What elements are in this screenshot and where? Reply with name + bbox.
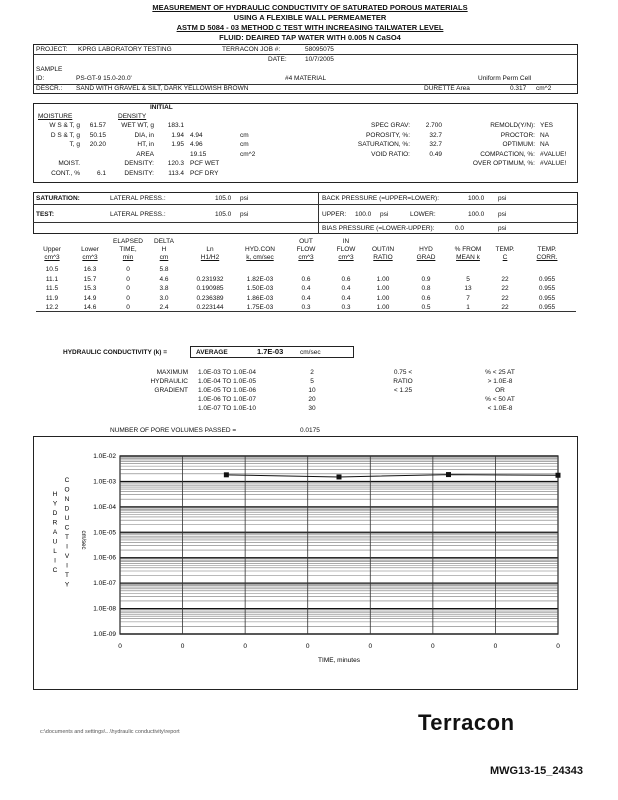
column-header: k, cm/sec [246, 254, 274, 261]
initial-key: T, g [69, 141, 80, 148]
spec-value: 32.7 [429, 131, 442, 139]
y-axis-label-char: T [65, 534, 69, 541]
pore-volumes-label: NUMBER OF PORE VOLUMES PASSED = [110, 427, 237, 434]
date-value: 10/7/2005 [305, 56, 334, 63]
column-header: cm^3 [338, 254, 354, 261]
hydraulic-conductivity-chart [40, 440, 570, 685]
initial-key: D S & T, g [50, 131, 80, 139]
table-cell: 0.223144 [196, 304, 224, 311]
y-axis-label-char: O [64, 486, 70, 494]
criteria-range: 1.0E-03 TO 1.0E-04 [198, 369, 256, 376]
table-cell: 0.190985 [196, 285, 224, 292]
data-point [446, 472, 451, 477]
data-point [556, 473, 561, 478]
density-label: DENSITY [118, 113, 147, 120]
table-cell: 1 [466, 304, 470, 311]
title-line-2: USING A FLEXIBLE WALL PERMEAMETER [233, 13, 387, 22]
column-header: cm^3 [44, 254, 60, 261]
density-value: 120.3 [167, 160, 184, 167]
descr-value: SAND WITH GRAVEL & SILT, DARK YELLOWISH BROWN [76, 85, 249, 92]
column-header: TIME, [119, 246, 137, 253]
table-cell: 0.3 [341, 304, 351, 311]
table-cell: 0.4 [341, 285, 351, 292]
criteria-percent: < 1.0E-8 [487, 405, 513, 412]
table-cell: 0.955 [538, 285, 556, 292]
upper-label: UPPER: [322, 211, 347, 218]
criteria-percent: % < 25 AT [485, 369, 515, 376]
data-point [224, 472, 229, 477]
column-header: Ln [206, 246, 214, 253]
spec-key: VOID RATIO: [371, 150, 410, 158]
y-axis-label-char: A [52, 529, 58, 536]
column-header: TEMP. [495, 246, 515, 253]
column-header: OUT/IN [371, 246, 395, 253]
criteria-gradient: 5 [310, 378, 314, 385]
table-cell: 14.6 [83, 304, 97, 311]
y-axis-label-char: C [64, 477, 70, 484]
spec-key: SPEC GRAV: [370, 122, 410, 129]
back-pressure-label: BACK PRESSURE (=UPPER=LOWER): [322, 195, 440, 202]
saturation-label: SATURATION: [36, 195, 80, 202]
psi-5: psi [498, 211, 507, 218]
density-key: WET WT, g [121, 122, 154, 129]
table-cell: 0.5 [421, 304, 431, 311]
psi-3: psi [240, 211, 249, 218]
density-key: DENSITY: [124, 169, 154, 177]
psi-4: psi [380, 211, 389, 218]
table-cell: 2.4 [159, 304, 169, 311]
table-cell: 15.3 [83, 285, 97, 292]
y-axis-label-char: I [66, 562, 68, 570]
density-unit: cm^2 [240, 150, 256, 158]
criteria-label: GRADIENT [154, 387, 188, 394]
y-axis-label-char: H [52, 491, 58, 498]
average-value: 1.7E-03 [257, 347, 284, 356]
table-cell: 1.00 [376, 304, 390, 311]
criteria-gradient: 2 [310, 369, 314, 376]
table-cell: 5 [466, 275, 470, 283]
x-tick-label: 0 [305, 643, 310, 650]
remold-key: OPTIMUM: [502, 141, 535, 148]
remold-value: NA [540, 141, 550, 148]
criteria-range: 1.0E-05 TO 1.0E-06 [198, 387, 256, 394]
lateral1-value: 105.0 [215, 195, 232, 202]
column-header: H1/H2 [200, 254, 220, 261]
project-label: PROJECT: [36, 46, 68, 53]
y-axis-label-char: U [52, 538, 58, 546]
file-path: c:\documents and settings\...\hydraulic conductivity\report [40, 729, 180, 735]
density-value-2: 4.94 [190, 131, 203, 139]
table-cell: 16.3 [83, 266, 97, 273]
table-cell: 1.00 [376, 285, 390, 292]
id-value: PS-GT-9 15.0-20.0' [76, 75, 132, 82]
table-cell: 1.50E-03 [246, 285, 274, 292]
id-label: ID: [36, 75, 45, 82]
table-cell: 0 [126, 304, 130, 311]
x-tick-label: 0 [368, 643, 373, 650]
back-pressure-value: 100.0 [468, 195, 485, 202]
title-line-3: ASTM D 5084 - 03 METHOD C TEST WITH INCREASING TAILWATER LEVEL [176, 23, 444, 32]
x-tick-label: 0 [431, 643, 435, 650]
column-header: MEAN k [456, 254, 480, 261]
table-cell: 0.955 [538, 275, 556, 283]
density-value-2: PCF WET [190, 160, 220, 167]
y-axis-label-char: V [64, 553, 70, 560]
column-header: RATIO [373, 254, 393, 261]
density-key: AREA [136, 150, 154, 158]
remold-key: PROCTOR: [500, 131, 535, 139]
initial-value: 50.15 [89, 131, 106, 139]
initial-key: CONT., % [51, 169, 80, 177]
upper-value: 100.0 [355, 211, 372, 218]
y-axis-label-char: C [64, 524, 70, 532]
y-axis-label-char: D [52, 510, 58, 517]
y-axis-label-char: Y [52, 500, 58, 508]
column-header: HYD [419, 246, 433, 253]
y-axis-label-char: T [65, 572, 69, 579]
y-tick-label: 1.0E-05 [93, 529, 116, 537]
moisture-label: MOISTURE [38, 113, 73, 120]
table-cell: 5.8 [159, 266, 169, 273]
table-cell: 22 [501, 275, 509, 283]
table-cell: 22 [501, 304, 509, 311]
initial-key: W S & T, g [49, 122, 80, 129]
table-cell: 1.86E-03 [246, 294, 274, 302]
y-axis-label-char: U [64, 515, 70, 522]
table-cell: 0.4 [341, 294, 351, 302]
y-tick-label: 1.0E-06 [93, 554, 116, 562]
title-line-1: MEASUREMENT OF HYDRAULIC CONDUCTIVITY OF SATURATED POROUS MATERIALS [152, 3, 468, 12]
column-header: min [122, 254, 134, 261]
criteria-range: 1.0E-06 TO 1.0E-07 [198, 396, 256, 403]
lateral2-label: LATERAL PRESS.: [110, 211, 166, 218]
table-cell: 0 [126, 266, 130, 273]
table-cell: 11.9 [45, 294, 59, 302]
density-unit: cm [240, 131, 249, 139]
table-cell: 0.955 [538, 304, 556, 311]
table-cell: 22 [501, 294, 509, 302]
y-tick-label: 1.0E-03 [93, 478, 116, 486]
column-header: Upper [43, 246, 61, 253]
remold-value: YES [540, 122, 554, 129]
y-axis-unit: cm/sec [80, 530, 86, 550]
result-unit: cm/sec [300, 349, 321, 356]
average-label: AVERAGE [196, 349, 228, 356]
x-tick-label: 0 [243, 643, 247, 650]
column-header: CORR. [536, 254, 558, 261]
initial-key: MOIST. [58, 160, 80, 167]
table-cell: 14.9 [83, 294, 97, 302]
y-axis-label-char: N [64, 496, 70, 503]
y-tick-label: 1.0E-08 [93, 605, 116, 613]
column-header: % FROM [454, 246, 482, 253]
y-axis-label-char: D [64, 505, 70, 513]
durette-unit: cm^2 [536, 85, 552, 92]
psi-1: psi [240, 195, 249, 202]
density-key: HT, in [137, 141, 154, 148]
table-cell: 1.00 [376, 294, 390, 302]
perm-cell-label: Uniform Perm Cell [478, 75, 532, 82]
table-cell: 10.5 [45, 266, 59, 273]
density-value: 183.1 [167, 122, 184, 129]
y-axis-label-char: L [53, 548, 57, 555]
initial-value: 20.20 [89, 141, 106, 148]
column-header: TEMP. [537, 246, 557, 253]
criteria-range: 1.0E-04 TO 1.0E-05 [198, 378, 256, 385]
job-value: 58095075 [305, 46, 334, 53]
density-value: 1.94 [171, 131, 184, 139]
y-axis-label-char: Y [64, 581, 70, 589]
pore-volumes-value: 0.0175 [300, 427, 320, 434]
table-cell: 1.75E-03 [246, 304, 274, 311]
spec-value: 32.7 [429, 141, 442, 148]
remold-value: #VALUE! [540, 160, 567, 167]
criteria-percent: > 1.0E-8 [487, 378, 513, 385]
table-cell: 0.236389 [196, 294, 224, 302]
lateral1-label: LATERAL PRESS.: [110, 195, 166, 202]
job-label: TERRACON JOB #: [222, 46, 281, 53]
y-axis-label-char: I [66, 543, 68, 551]
column-header: Lower [81, 246, 99, 253]
title-line-4: FLUID: DEAIRED TAP WATER WITH 0.005 N CaSO4 [219, 33, 401, 42]
criteria-ratio: < 1.25 [393, 387, 413, 394]
criteria-gradient: 20 [308, 396, 316, 403]
spec-value: 2.700 [425, 122, 442, 129]
x-tick-label: 0 [556, 643, 560, 650]
table-cell: 0.6 [301, 275, 311, 283]
table-cell: 0.231932 [196, 275, 224, 283]
x-tick-label: 0 [493, 643, 498, 650]
column-header: ELAPSED [113, 238, 143, 245]
column-header: IN [342, 238, 350, 245]
spec-value: 0.49 [429, 150, 442, 158]
column-header: C [502, 254, 508, 261]
table-cell: 12.2 [45, 304, 59, 311]
x-tick-label: 0 [180, 643, 185, 650]
y-axis-label-char: R [52, 519, 58, 527]
table-cell: 13 [464, 285, 472, 292]
column-header: FLOW [336, 246, 356, 253]
durette-value: 0.317 [510, 85, 527, 92]
bias-value: 0.0 [455, 225, 465, 232]
table-bottom-rule [36, 311, 576, 312]
initial-value: 61.57 [89, 122, 106, 129]
table-cell: 3.8 [159, 285, 169, 292]
table-cell: 4.6 [159, 275, 169, 283]
density-value: 1.95 [171, 141, 184, 148]
remold-key: REMOLD(Y/N): [490, 122, 535, 129]
density-unit: cm [240, 141, 249, 148]
material-label: #4 MATERIAL [285, 75, 327, 82]
table-cell: 3.0 [159, 294, 169, 302]
table-cell: 1.82E-03 [246, 275, 274, 283]
table-cell: 11.5 [45, 285, 59, 292]
x-tick-label: 0 [118, 643, 122, 650]
y-axis-label-char: C [52, 567, 58, 574]
data-point [337, 474, 342, 479]
column-header: H [161, 246, 167, 253]
durette-label: DURETTE Area [424, 85, 470, 92]
table-cell: 0.9 [421, 275, 431, 283]
remold-key: COMPACTION, %: [480, 150, 535, 158]
spec-key: SATURATION, %: [357, 141, 410, 148]
density-value: 113.4 [168, 169, 184, 177]
descr-label: DESCR.: [36, 85, 63, 92]
criteria-label: MAXIMUM [156, 369, 188, 376]
column-header: DELTA [154, 238, 174, 245]
criteria-ratio: 0.75 < [393, 369, 413, 376]
hydraulic-conductivity-label: HYDRAULIC CONDUCTIVITY (k) = [63, 349, 168, 356]
table-cell: 0.6 [421, 294, 431, 302]
table-cell: 0.4 [301, 285, 311, 292]
column-header: cm^3 [298, 254, 314, 261]
lower-value: 100.0 [468, 211, 485, 218]
remold-key: OVER OPTIMUM, %: [472, 160, 535, 167]
table-cell: 0.4 [301, 294, 311, 302]
sample-label: SAMPLE [36, 66, 63, 73]
density-value-2: 4.96 [190, 141, 203, 148]
terracon-logo: Terracon [418, 710, 515, 735]
criteria-label: HYDRAULIC [150, 378, 188, 385]
y-tick-label: 1.0E-02 [93, 453, 116, 460]
table-cell: 11.1 [45, 275, 59, 283]
criteria-percent: OR [495, 387, 505, 394]
y-tick-label: 1.0E-07 [93, 580, 116, 588]
spec-key: POROSITY, %: [366, 131, 410, 139]
table-cell: 1.00 [376, 275, 390, 283]
density-key: DENSITY: [124, 160, 154, 167]
project-value: KPRG LABORATORY TESTING [78, 46, 172, 53]
document-id: MWG13-15_24343 [490, 765, 583, 777]
table-cell: 0.8 [421, 285, 431, 292]
column-header: OUT [299, 238, 313, 245]
column-header: GRAD [416, 254, 436, 261]
table-cell: 0 [126, 294, 130, 302]
psi-6: psi [498, 225, 507, 232]
density-key: DIA, in [134, 131, 154, 139]
density-value-2: PCF DRY [190, 169, 219, 177]
remold-value: #VALUE! [540, 150, 567, 158]
criteria-range: 1.0E-07 TO 1.0E-10 [198, 405, 256, 412]
column-header: HYD.CON [245, 246, 275, 253]
table-cell: 7 [466, 294, 470, 302]
criteria-gradient: 30 [308, 405, 316, 412]
lower-label: LOWER: [410, 211, 436, 218]
criteria-percent: % < 50 AT [485, 396, 515, 403]
lateral2-value: 105.0 [215, 211, 232, 218]
table-cell: 22 [501, 285, 509, 292]
column-header: cm [159, 254, 169, 261]
test-label: TEST: [36, 211, 55, 218]
table-cell: 0 [126, 285, 130, 292]
bias-label: BIAS PRESSURE (=LOWER-UPPER): [322, 225, 435, 232]
column-header: FLOW [296, 246, 316, 253]
table-cell: 0.955 [538, 294, 556, 302]
density-value-2: 19.15 [190, 150, 207, 158]
y-tick-label: 1.0E-04 [93, 503, 116, 511]
psi-2: psi [498, 195, 507, 202]
criteria-ratio: RATIO [393, 378, 413, 385]
table-cell: 0.3 [301, 304, 311, 311]
y-axis-label-char: I [54, 557, 56, 565]
remold-value: NA [540, 131, 550, 139]
criteria-gradient: 10 [308, 387, 316, 394]
y-tick-label: 1.0E-09 [93, 631, 116, 638]
table-cell: 15.7 [83, 275, 97, 283]
x-axis-label: TIME, minutes [318, 657, 360, 664]
initial-title: INITIAL [150, 104, 173, 111]
table-cell: 0.6 [341, 275, 351, 283]
date-label: DATE: [268, 56, 287, 63]
initial-value: 6.1 [96, 169, 106, 177]
table-cell: 0 [126, 275, 130, 283]
column-header: cm^3 [82, 254, 98, 261]
